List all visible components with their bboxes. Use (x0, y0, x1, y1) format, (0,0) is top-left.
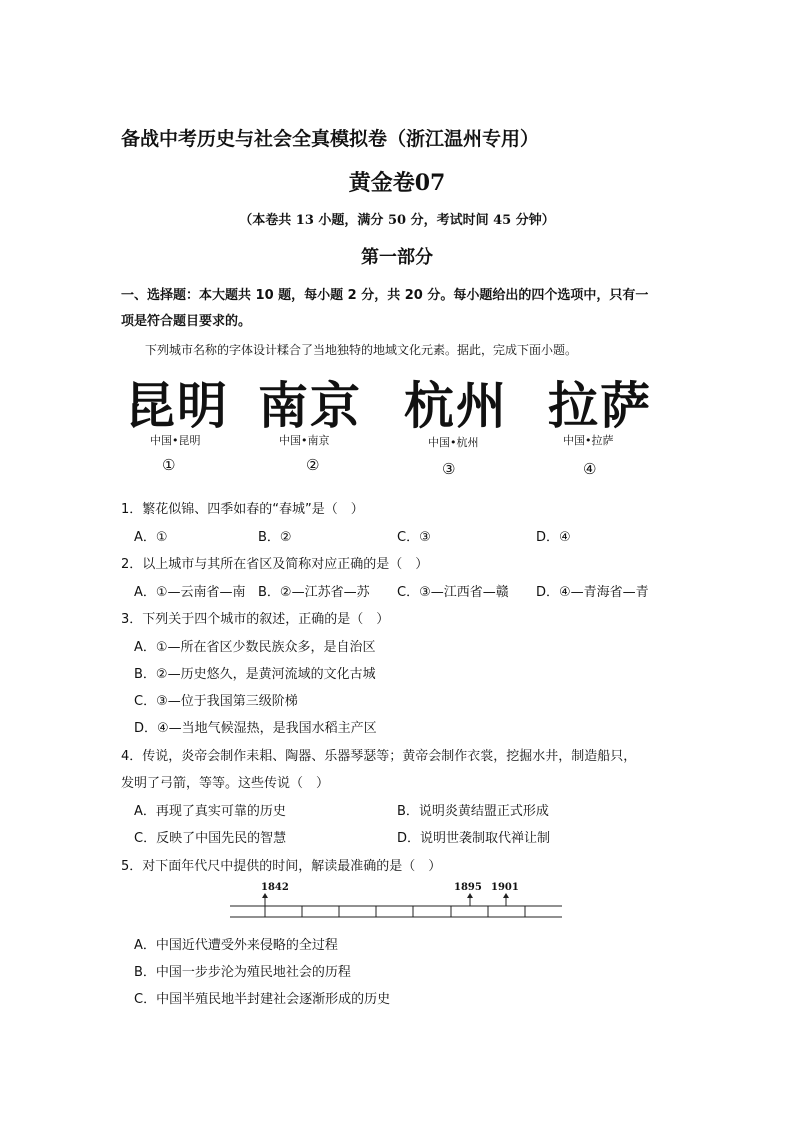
part-heading: 第一部分 (361, 247, 433, 268)
q3-stem: 3．下列关于四个城市的叙述，正确的是（ ） (121, 612, 390, 627)
q5-option-b: B．中国一步步沦为殖民地社会的历程 (134, 965, 351, 980)
city-number-3: ③ (442, 460, 456, 478)
q3-option-d: D．④—当地气候湿热，是我国水稻主产区 (134, 721, 377, 736)
timeline-label-1901: 1901 (491, 882, 519, 893)
material-intro: 下列城市名称的字体设计糅合了当地独特的地域文化元素。据此，完成下面小题。 (145, 343, 578, 357)
q3-option-c: C．③—位于我国第三级阶梯 (134, 694, 298, 709)
section-heading-line2: 项是符合题目要求的。 (121, 314, 252, 329)
q3-option-b: B．②—历史悠久，是黄河流域的文化古城 (134, 667, 376, 682)
exam-title: 备战中考历史与社会全真模拟卷（浙江温州专用） (121, 128, 540, 150)
section-heading-line1: 一、选择题：本大题共 10 题，每小题 2 分，共 20 分。每小题给出的四个选项中，只有一 (121, 288, 649, 303)
q4-option-d: D．说明世袭制取代禅让制 (397, 831, 551, 846)
q5-option-a: A．中国近代遭受外来侵略的全过程 (134, 938, 338, 953)
q4-option-c: C．反映了中国先民的智慧 (134, 831, 287, 846)
q5-option-c: C．中国半殖民地半封建社会逐渐形成的历史 (134, 992, 391, 1007)
q5-stem: 5．对下面年代尺中提供的时间，解读最准确的是（ ） (121, 859, 442, 874)
q4-option-a: A．再现了真实可靠的历史 (134, 804, 286, 819)
q3-option-a: A．①—所在省区少数民族众多，是自治区 (134, 640, 376, 655)
city-number-1: ① (162, 456, 176, 474)
city-number-4: ④ (583, 460, 597, 478)
q2-option-d: D．④—青海省—青 (536, 585, 649, 600)
q2-stem: 2．以上城市与其所在省区及简称对应正确的是（ ） (121, 557, 429, 572)
q1-stem: 1．繁花似锦、四季如春的“春城”是（ ） (121, 502, 364, 517)
q2-option-b: B．②—江苏省—苏 (258, 585, 370, 600)
timeline-arrow-1901 (503, 893, 509, 898)
q4-stem-line2: 发明了弓箭，等等。这些传说（ ） (121, 776, 330, 791)
city-logo-kunming: 昆明 (125, 376, 229, 435)
q1-option-b: B．② (258, 530, 292, 545)
timeline-arrow-1842 (262, 893, 268, 898)
city-logo-lhasa: 拉萨 (548, 376, 652, 435)
timeline-ruler-graphic (228, 892, 568, 924)
city-caption-kunming: 中国•昆明 (150, 434, 201, 447)
city-logo-hangzhou: 杭州 (404, 376, 508, 435)
q2-option-c: C．③—江西省—赣 (397, 585, 509, 600)
timeline-label-1895: 1895 (454, 882, 482, 893)
city-caption-nanjing: 中国•南京 (279, 434, 330, 447)
city-caption-hangzhou: 中国•杭州 (428, 436, 479, 449)
paper-subtitle: 黄金卷07 (348, 170, 446, 196)
city-caption-lhasa: 中国•拉萨 (563, 434, 614, 447)
timeline-label-1842: 1842 (261, 882, 289, 893)
city-number-2: ② (306, 456, 320, 474)
q4-option-b: B．说明炎黄结盟正式形成 (397, 804, 549, 819)
q2-option-a: A．①—云南省—南 (134, 585, 246, 600)
q1-option-a: A．① (134, 530, 168, 545)
q1-option-d: D．④ (536, 530, 571, 545)
city-logo-nanjing: 南京 (258, 376, 362, 435)
exam-info: （本卷共 13 小题，满分 50 分，考试时间 45 分钟） (239, 213, 555, 228)
q4-stem-line1: 4．传说，炎帝会制作耒耜、陶器、乐器琴瑟等；黄帝会制作衣裳，挖掘水井，制造船只， (121, 749, 637, 764)
timeline-arrow-1895 (467, 893, 473, 898)
q1-option-c: C．③ (397, 530, 431, 545)
